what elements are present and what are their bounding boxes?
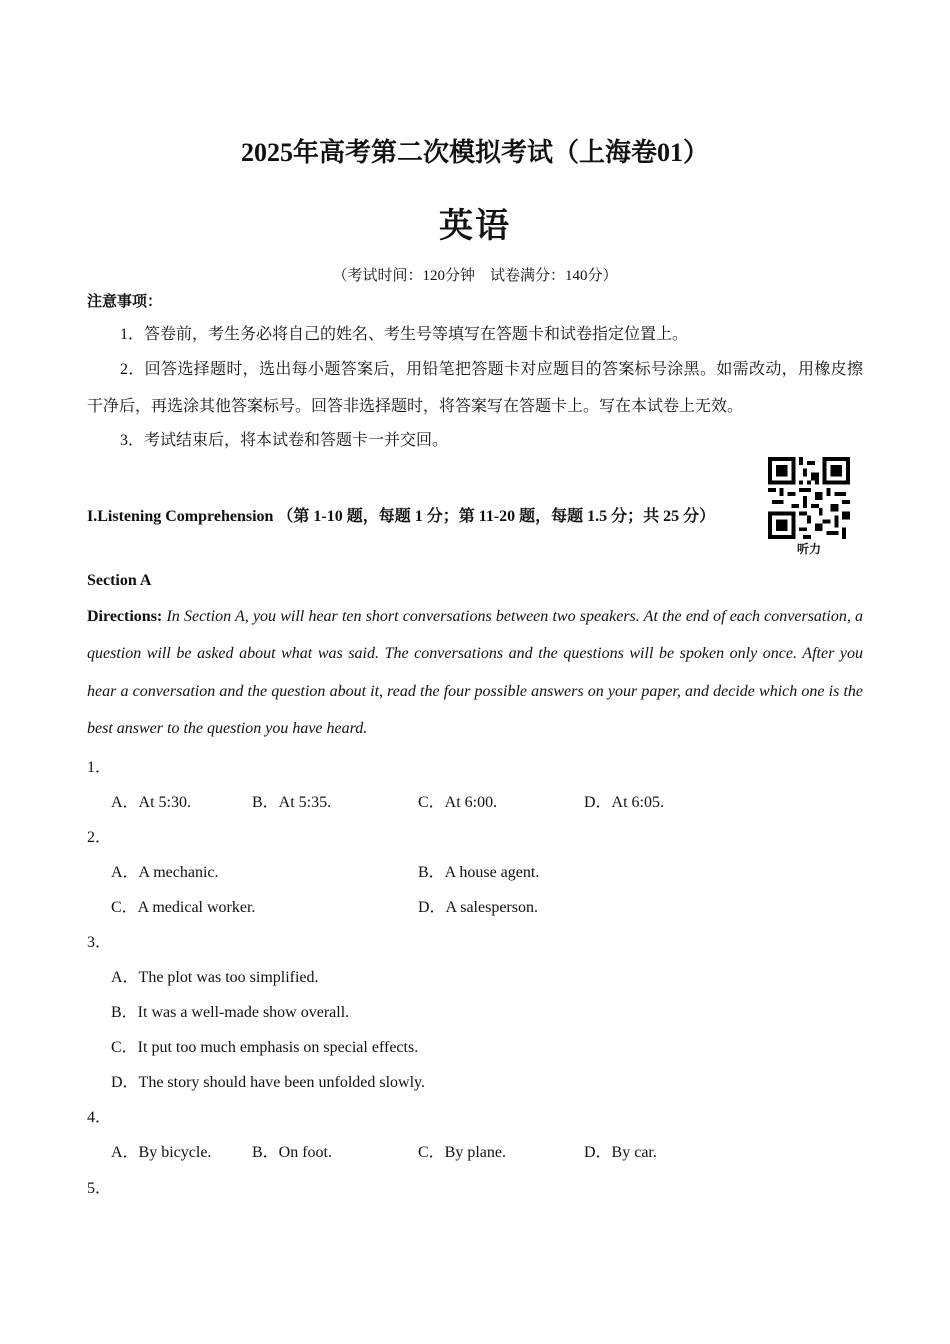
answer-option[interactable]: C．It put too much emphasis on special effects.: [111, 1039, 419, 1056]
answer-option[interactable]: A．By bicycle.: [111, 1144, 212, 1161]
answer-option[interactable]: A．The plot was too simplified.: [111, 969, 319, 986]
section-a-heading: Section A: [87, 572, 152, 589]
qr-label: 听力: [796, 542, 821, 556]
question-number: 1．: [87, 759, 112, 776]
answer-option[interactable]: B．It was a well-made show overall.: [111, 1004, 350, 1021]
section-heading-en: I.Listening Comprehension: [87, 508, 274, 525]
qr-code-icon[interactable]: [768, 457, 850, 539]
notice-item-3: 3．考试结束后，将本试卷和答题卡一并交回。: [120, 432, 449, 449]
answer-option[interactable]: B．On foot.: [252, 1144, 333, 1161]
question-number: 4．: [87, 1109, 112, 1126]
directions-lead: Directions:: [87, 608, 163, 625]
notice-heading: 注意事项：: [87, 294, 163, 310]
notice-item-1: 1．答卷前，考生务必将自己的姓名、考生号等填写在答题卡和试卷指定位置上。: [120, 326, 689, 343]
directions-text: In Section A, you will hear ten short conversations between two speakers. At the end of each conversation, a question will be asked about what was said. The conversations and the questions will be spoken only once. After you hear a conversation and the question about it, read the four possible answers on your paper, and decide which one is the best answer to the question you have heard.: [87, 608, 864, 737]
answer-option[interactable]: B．A house agent.: [418, 864, 540, 881]
answer-option[interactable]: C．At 6:00.: [418, 794, 498, 811]
answer-option[interactable]: C．A medical worker.: [111, 899, 256, 916]
answer-option[interactable]: C．By plane.: [418, 1144, 506, 1161]
answer-option[interactable]: D．At 6:05.: [584, 794, 665, 811]
section-heading: [87, 498, 747, 535]
question-number: 2．: [87, 829, 112, 846]
directions: [87, 598, 863, 747]
subject-title: 英语: [439, 208, 511, 245]
question-number: 3．: [87, 934, 112, 951]
question-number: 5．: [87, 1180, 112, 1197]
answer-option[interactable]: D．The story should have been unfolded slowly.: [111, 1074, 426, 1091]
answer-option[interactable]: D．A salesperson.: [418, 899, 538, 916]
answer-option[interactable]: B．At 5:35.: [252, 794, 332, 811]
exam-title: 2025年高考第二次模拟考试（上海卷01）: [240, 138, 709, 167]
answer-option[interactable]: A．At 5:30.: [111, 794, 192, 811]
answer-option[interactable]: A．A mechanic.: [111, 864, 219, 881]
exam-meta: （考试时间：120分钟 试卷满分：140分）: [332, 268, 618, 284]
notice-item-2: 2．回答选择题时，选出每小题答案后，用铅笔把答题卡对应题目的答案标号涂黑。如需改动，用橡皮擦干净后，再选涂其他答案标号。回答非选择题时，将答案写在答题卡上。写在本试卷上无效。: [87, 361, 863, 415]
section-heading-cn: （第 1-10 题，每题 1 分；第 11-20 题，每题 1.5 分；共 25 分）: [277, 508, 716, 525]
answer-option[interactable]: D．By car.: [584, 1144, 657, 1161]
